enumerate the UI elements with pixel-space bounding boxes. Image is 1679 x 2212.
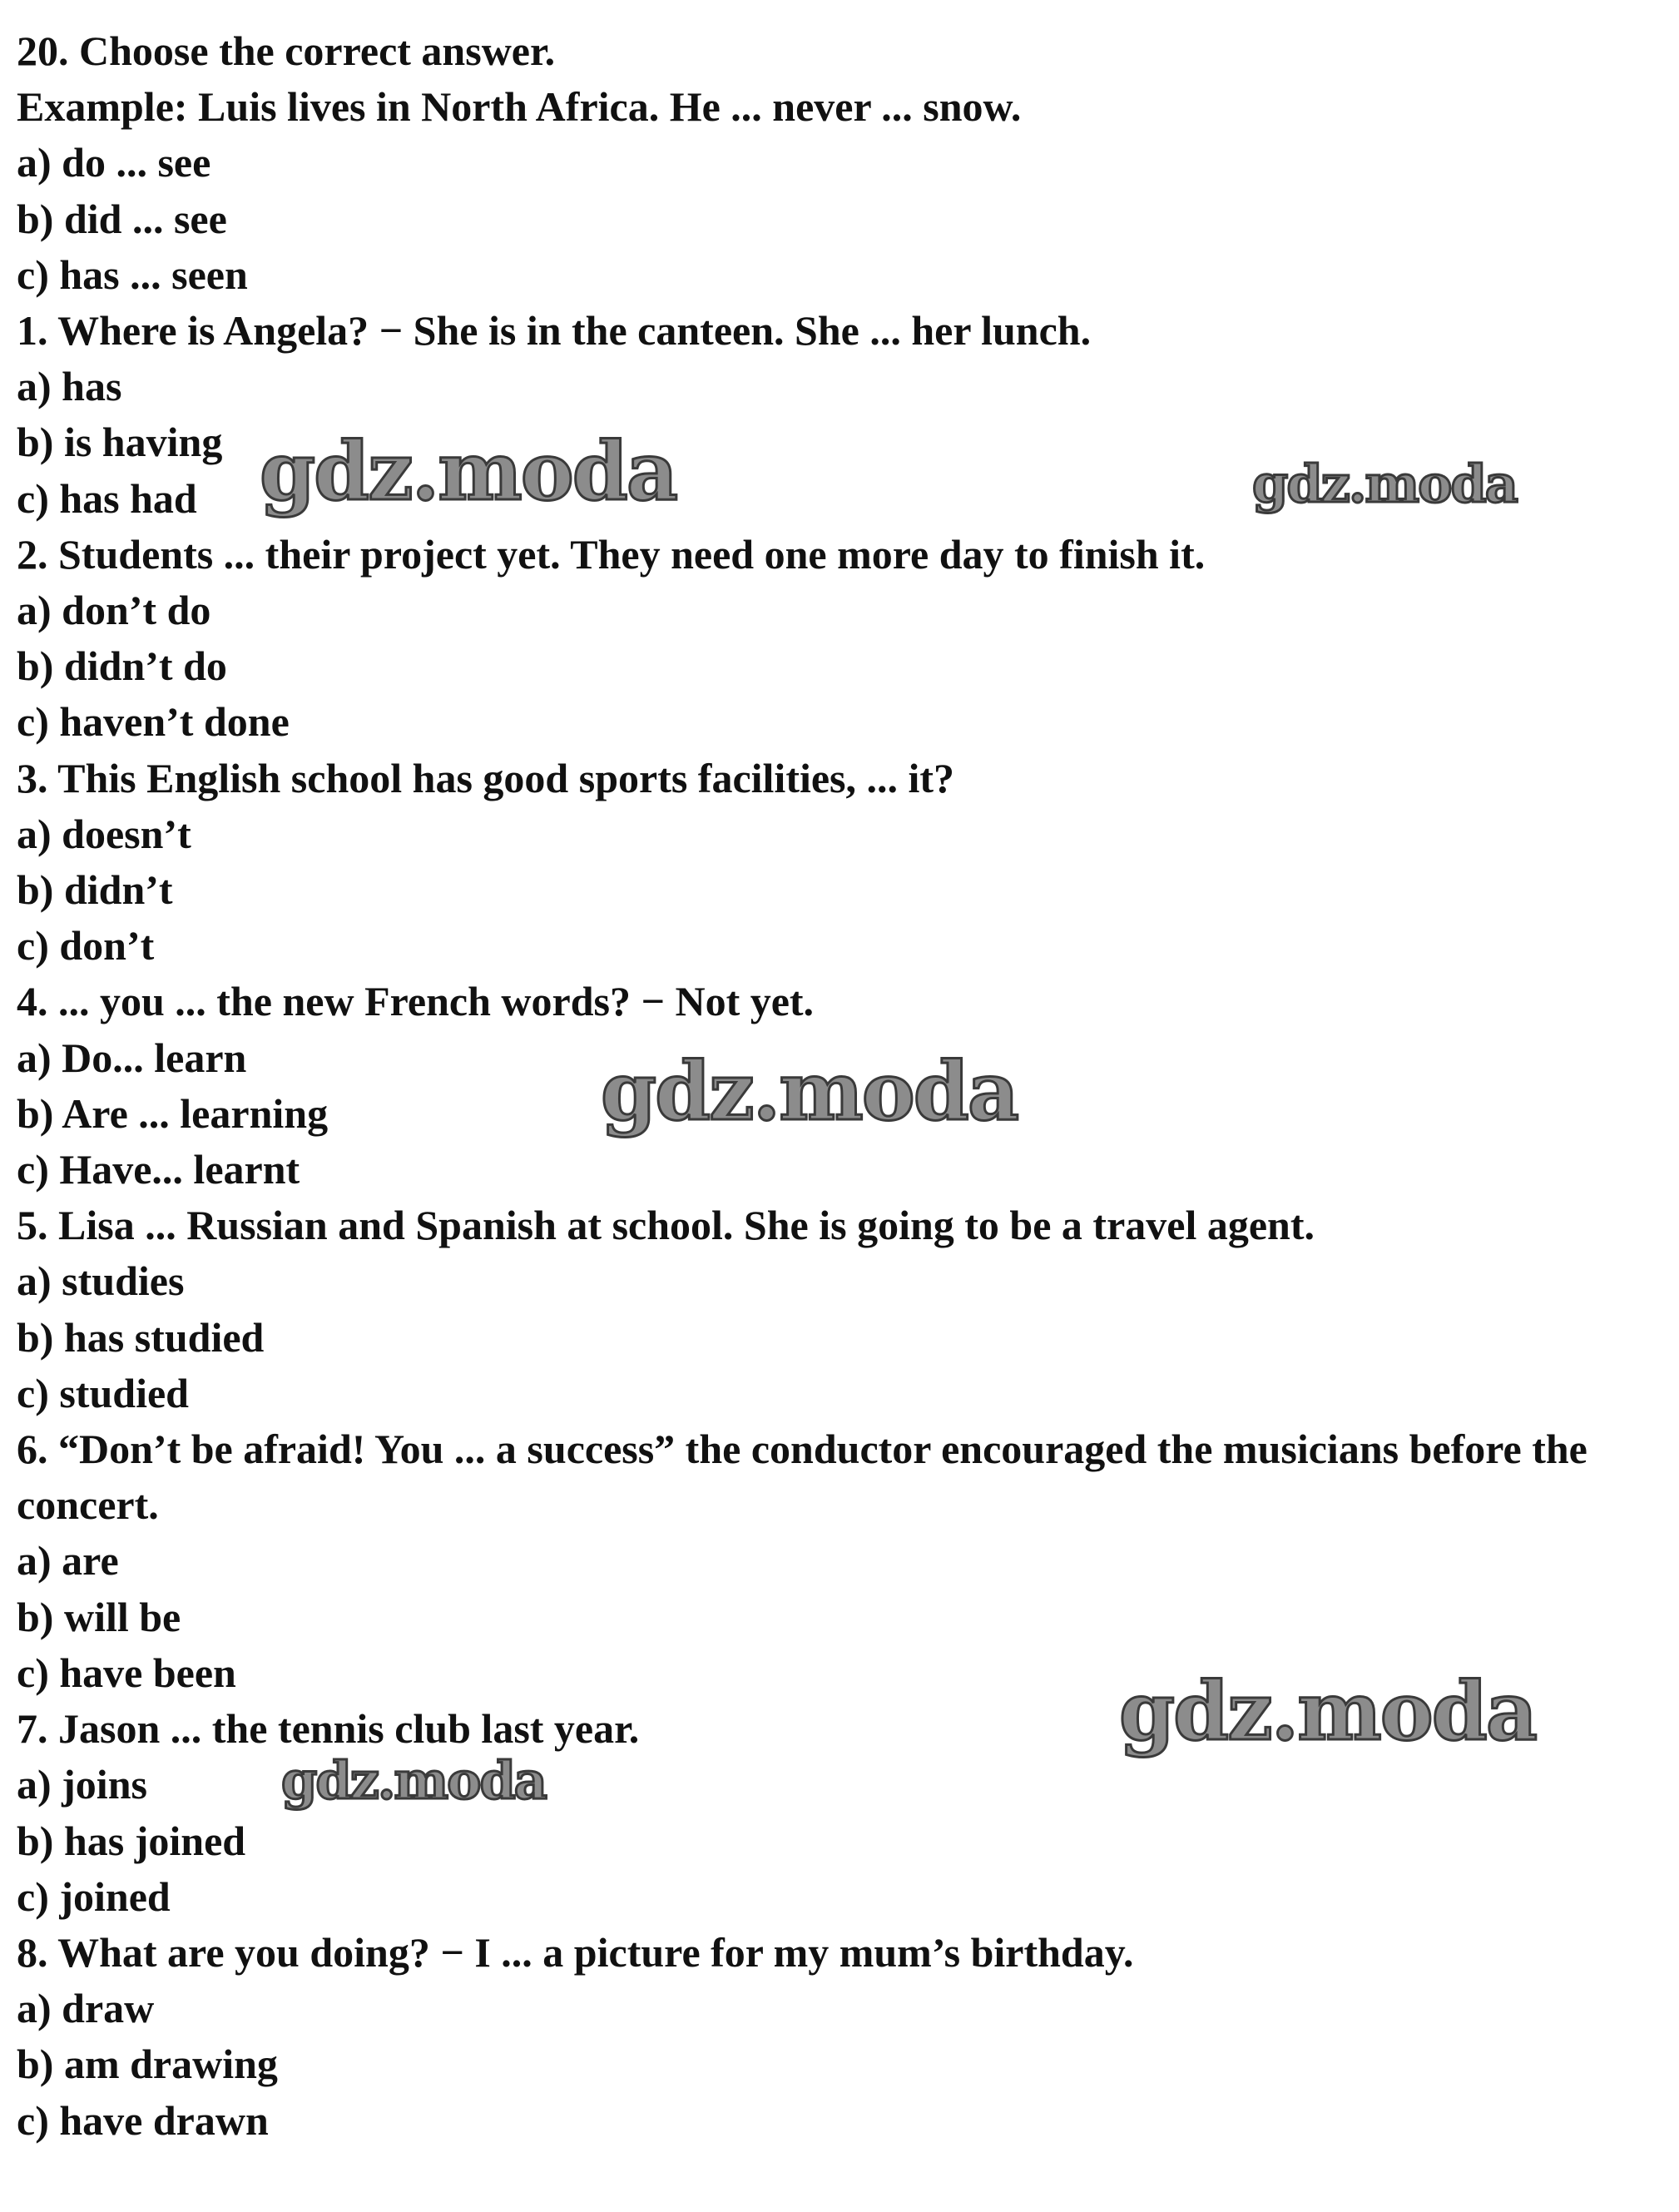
question-7-option-c: c) joined xyxy=(17,1872,171,1920)
watermark-logo: gdz.moda xyxy=(1252,454,1517,514)
question-3-option-a: a) doesn’t xyxy=(17,810,191,857)
question-6-option-c: c) have been xyxy=(17,1649,236,1696)
question-6: 6. “Don’t be afraid! You ... a success” the conductor encouraged the musicians before the concert. xyxy=(17,1426,1587,1529)
question-4-option-c: c) Have... learnt xyxy=(17,1146,300,1193)
question-3: 3. This English school has good sports facilities, ... it? xyxy=(17,754,955,801)
question-3-option-b: b) didn’t xyxy=(17,866,173,914)
question-4: 4. ... you ... the new French words? − Not yet. xyxy=(17,978,815,1025)
example-option-c: c) has ... seen xyxy=(17,250,248,298)
worksheet xyxy=(17,23,1664,2149)
question-8-option-a: a) draw xyxy=(17,1985,155,2032)
question-8-option-c: c) have drawn xyxy=(17,2096,269,2144)
question-6-option-b: b) will be xyxy=(17,1593,181,1640)
question-5: 5. Lisa ... Russian and Spanish at school. She is going to be a travel agent. xyxy=(17,1202,1315,1249)
question-2-option-a: a) don’t do xyxy=(17,587,211,634)
exercise-title: 20. Choose the correct answer. xyxy=(17,27,556,74)
question-4-option-b: b) Are ... learning xyxy=(17,1089,329,1137)
watermark-logo: gdz.moda xyxy=(281,1750,546,1811)
watermark-logo: gdz.moda xyxy=(260,424,677,518)
question-1-option-c: c) has had xyxy=(17,474,197,522)
question-2-option-c: c) haven’t done xyxy=(17,698,290,746)
question-8: 8. What are you doing? − I ... a picture for my mum’s birthday. xyxy=(17,1928,1134,1976)
question-6-option-a: a) are xyxy=(17,1537,119,1585)
example-option-a: a) do ... see xyxy=(17,139,211,186)
question-2: 2. Students ... their project yet. They need one more day to finish it. xyxy=(17,530,1206,578)
question-1-option-b: b) is having xyxy=(17,419,223,466)
question-1-option-a: a) has xyxy=(17,363,122,410)
question-7-option-b: b) has joined xyxy=(17,1817,246,1864)
watermark-logo: gdz.moda xyxy=(1119,1664,1537,1758)
example-question: Example: Luis lives in North Africa. He ... never ... snow. xyxy=(17,83,1022,131)
question-5-option-b: b) has studied xyxy=(17,1313,265,1361)
question-8-option-b: b) am drawing xyxy=(17,2041,278,2088)
question-7: 7. Jason ... the tennis club last year. xyxy=(17,1705,640,1753)
watermark-logo: gdz.moda xyxy=(601,1044,1018,1138)
question-1: 1. Where is Angela? − She is in the canteen. She ... her lunch. xyxy=(17,307,1092,355)
question-3-option-c: c) don’t xyxy=(17,922,155,970)
question-5-option-a: a) studies xyxy=(17,1257,185,1305)
question-2-option-b: b) didn’t do xyxy=(17,642,227,690)
example-option-b: b) did ... see xyxy=(17,195,227,242)
question-4-option-a: a) Do... learn xyxy=(17,1034,247,1081)
question-5-option-c: c) studied xyxy=(17,1369,189,1416)
question-7-option-a: a) joins xyxy=(17,1761,147,1808)
